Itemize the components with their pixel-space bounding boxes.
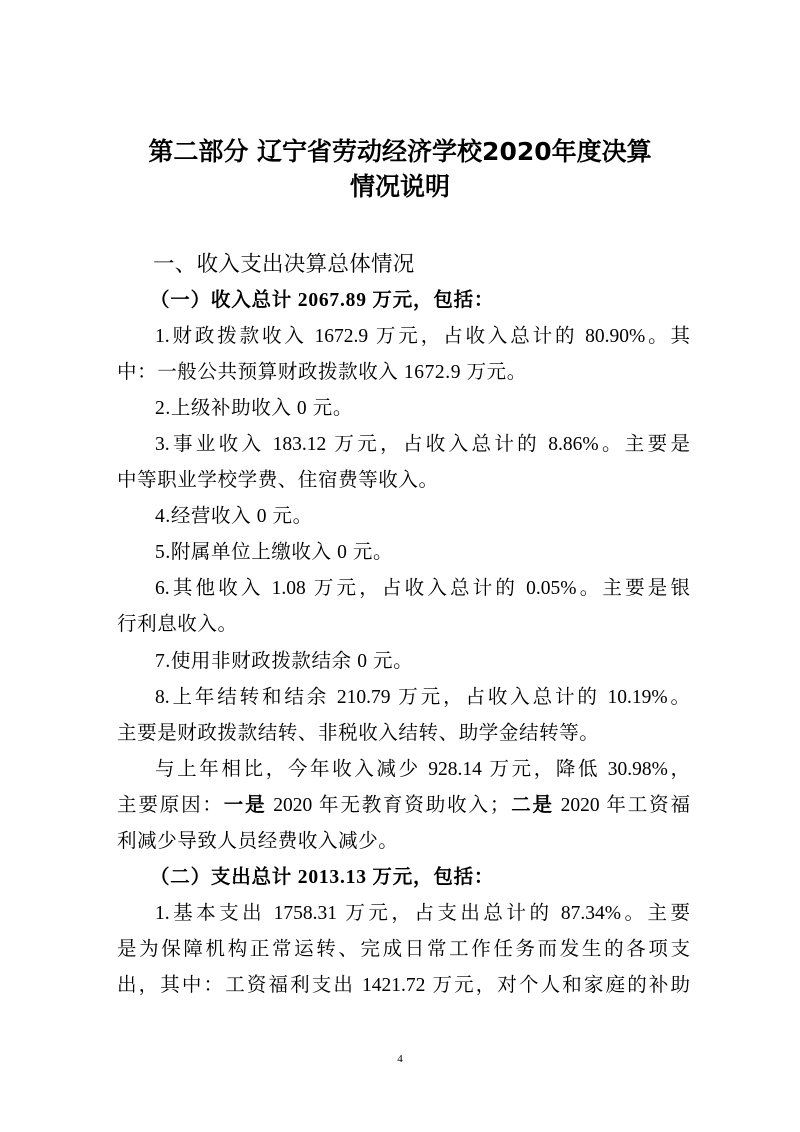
expenditure-item-1: [117, 896, 690, 1004]
income-item-1-line-1: 1.财政拨款收入 1672.9 万元，占收入总计的 80.90%。其: [155, 326, 690, 348]
expenditure-item-1-line-1: 1.基本支出 1758.31 万元，占支出总计的 87.34%。主要: [155, 902, 690, 924]
income-item-4-line-1: 4.经营收入 0 元。: [155, 506, 313, 528]
reason-one-text: 2020 年无教育资助收入；: [266, 794, 510, 816]
income-comparison-paragraph: [117, 752, 690, 860]
reason-one-marker: 一是: [223, 794, 267, 816]
income-item-6-line-1: 6.其他收入 1.08 万元，占收入总计的 0.05%。主要是银: [155, 578, 690, 600]
income-item-1-line-2: 中：一般公共预算财政拨款收入 1672.9 万元。: [117, 362, 527, 384]
document-body: [117, 247, 690, 1004]
expenditure-item-1-line-2: 是为保障机构正常运转、完成日常工作任务而发生的各项支: [117, 938, 690, 960]
income-item-8: [117, 680, 690, 752]
income-item-5: [117, 535, 690, 571]
income-item-3-line-2: 中等职业学校学费、住宿费等收入。: [117, 470, 439, 492]
section-heading: 一、收入支出决算总体情况: [153, 252, 415, 277]
title-line-2: 情况说明: [349, 172, 450, 201]
document-title: [0, 134, 800, 204]
income-item-5-line-1: 5.附属单位上缴收入 0 元。: [155, 542, 394, 564]
reason-label: 主要原因：: [117, 794, 224, 816]
income-total-heading: （一）收入总计 2067.89 万元，包括：: [150, 290, 495, 312]
expenditure-total-heading: （二）支出总计 2013.13 万元，包括：: [150, 866, 495, 888]
title-line-1: 第二部分 辽宁省劳动经济学校2020年度决算: [148, 137, 652, 166]
comparison-line-3: 利减少导致人员经费收入减少。: [117, 830, 399, 852]
income-item-7: [117, 644, 690, 680]
reason-two-text: 2020 年工资福: [553, 794, 690, 816]
income-item-1: [117, 319, 690, 391]
income-item-3: [117, 427, 690, 499]
income-item-2-line-1: 2.上级补助收入 0 元。: [155, 398, 353, 420]
reason-two-marker: 二是: [509, 794, 554, 816]
income-item-7-line-1: 7.使用非财政拨款结余 0 元。: [155, 650, 414, 672]
income-item-8-line-2: 主要是财政拨款结转、非税收入结转、助学金结转等。: [117, 722, 600, 744]
income-item-3-line-1: 3.事业收入 183.12 万元，占收入总计的 8.86%。主要是: [155, 434, 690, 456]
comparison-line-2: [117, 788, 690, 824]
income-item-2: [117, 391, 690, 427]
income-item-6: [117, 571, 690, 643]
comparison-line-1: 与上年相比，今年收入减少 928.14 万元，降低 30.98%，: [155, 758, 690, 780]
expenditure-item-1-line-3: 出，其中：工资福利支出 1421.72 万元，对个人和家庭的补助: [117, 974, 690, 996]
page-number: 4: [397, 1053, 403, 1065]
income-item-8-line-1: 8.上年结转和结余 210.79 万元，占收入总计的 10.19%。: [155, 686, 690, 708]
income-item-4: [117, 499, 690, 535]
income-item-6-line-2: 行利息收入。: [117, 614, 238, 636]
